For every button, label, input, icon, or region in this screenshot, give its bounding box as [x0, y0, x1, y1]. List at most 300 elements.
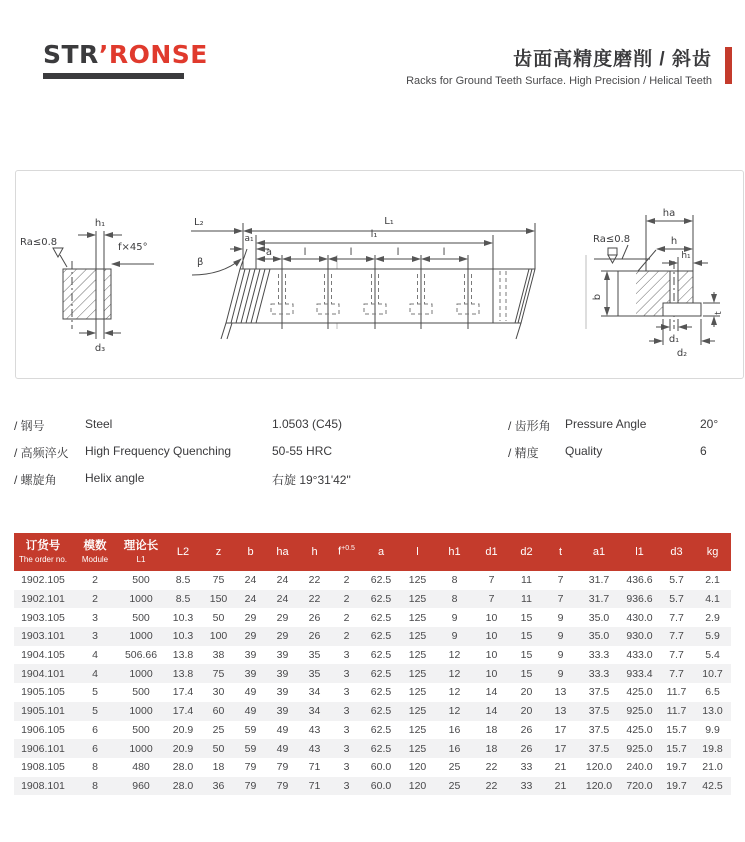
table-cell: 17.4 — [172, 705, 194, 718]
table-cell: 15 — [520, 649, 533, 662]
table-cell: 10 — [485, 649, 498, 662]
table-cell: 62.5 — [370, 630, 392, 643]
spec-pressure-angle-value: 20° — [700, 417, 719, 431]
table-cell: 120 — [408, 761, 427, 774]
column-header: z — [202, 533, 235, 571]
table-cell: 9 — [557, 611, 564, 624]
table-cell: 500 — [132, 611, 150, 624]
table-cell: 2 — [343, 630, 350, 643]
table-cell: 6 — [92, 742, 98, 755]
logo-apostrophe: ’ — [98, 40, 109, 69]
column-header: 订货号 The order no. — [14, 533, 72, 571]
table-cell: 15 — [520, 667, 533, 680]
table-cell: 71 — [308, 779, 321, 792]
table-cell: 1908.101 — [21, 779, 65, 792]
table-cell: 11.7 — [666, 686, 687, 699]
table-cell: 30 — [212, 686, 225, 699]
table-cell: 8.5 — [175, 593, 191, 606]
label-d2: d₂ — [676, 348, 688, 359]
table-cell: 3 — [343, 686, 350, 699]
table-cell: 2 — [343, 611, 350, 624]
spec-pressure-angle-en: Pressure Angle — [565, 417, 647, 431]
table-cell: 425.0 — [626, 723, 653, 736]
table-cell: 39 — [276, 686, 289, 699]
table-cell: 29 — [276, 630, 289, 643]
spec-helix-value: 右旋 19°31'42" — [272, 473, 351, 487]
logo-underline-bar — [43, 73, 184, 79]
table-cell: 26 — [520, 723, 533, 736]
label-ra-left: Ra≤0.8 — [20, 237, 58, 248]
table-cell: 62.5 — [370, 611, 392, 624]
table-row — [14, 777, 731, 796]
table-cell: 25 — [212, 723, 225, 736]
table-cell: 14 — [485, 686, 498, 699]
table-cell: 33 — [520, 779, 533, 792]
column-header: l — [399, 533, 436, 571]
title-accent-bar — [725, 47, 732, 84]
table-cell: 500 — [132, 574, 150, 587]
table-cell: 24 — [244, 593, 257, 606]
table-cell: 6.5 — [705, 686, 720, 699]
table-cell: 1000 — [129, 667, 153, 680]
table-row — [14, 590, 731, 609]
table-cell: 39 — [276, 705, 289, 718]
column-header: b — [235, 533, 266, 571]
table-cell: 39 — [276, 667, 289, 680]
table-cell: 7.7 — [669, 667, 684, 680]
table-row — [14, 702, 731, 721]
table-cell: 17.4 — [172, 686, 194, 699]
table-cell: 49 — [276, 742, 289, 755]
table-cell: 35 — [308, 649, 321, 662]
label-a1: a₁ — [244, 234, 254, 244]
table-cell: 125 — [408, 742, 427, 755]
column-header: kg — [694, 533, 731, 571]
table-cell: 71 — [308, 761, 321, 774]
label-l-4: l — [442, 247, 446, 258]
label-f45: f×45° — [118, 242, 148, 253]
table-row — [14, 683, 731, 702]
table-cell: 35.0 — [588, 611, 610, 624]
table-cell: 500 — [132, 723, 150, 736]
column-header: h — [299, 533, 330, 571]
table-cell: 8 — [92, 779, 98, 792]
table-cell: 12 — [448, 705, 461, 718]
table-cell: 120 — [408, 779, 427, 792]
table-cell: 37.5 — [588, 742, 610, 755]
table-cell: 75 — [212, 574, 225, 587]
table-cell: 125 — [408, 686, 427, 699]
table-cell: 240.0 — [626, 761, 653, 774]
table-cell: 22 — [485, 761, 498, 774]
label-h: h — [670, 236, 678, 247]
table-cell: 19.8 — [702, 742, 723, 755]
table-cell: 15 — [520, 630, 533, 643]
table-cell: 506.66 — [124, 649, 158, 662]
table-cell: 9 — [451, 630, 458, 643]
table-cell: 125 — [408, 649, 427, 662]
table-cell: 1902.105 — [21, 574, 65, 587]
column-header: d3 — [659, 533, 694, 571]
table-row — [14, 608, 731, 627]
label-b: b — [592, 293, 603, 301]
table-cell: 26 — [308, 611, 321, 624]
table-cell: 37.5 — [588, 705, 610, 718]
table-cell: 960 — [132, 779, 150, 792]
table-cell: 2.9 — [705, 611, 720, 624]
table-cell: 12 — [448, 686, 461, 699]
label-l-2: l — [349, 247, 353, 258]
table-cell: 8 — [451, 574, 458, 587]
table-body — [14, 571, 731, 795]
table-cell: 3 — [92, 611, 98, 624]
spec-quality-value: 6 — [700, 444, 707, 458]
column-header: L2 — [164, 533, 202, 571]
spec-quality-en: Quality — [565, 444, 603, 458]
table-cell: 15.7 — [666, 742, 687, 755]
table-cell: 1000 — [129, 593, 153, 606]
spec-steel-value: 1.0503 (C45) — [272, 417, 343, 431]
table-cell: 43 — [308, 723, 321, 736]
column-header: d2 — [510, 533, 543, 571]
technical-drawing — [16, 171, 743, 378]
column-header: d1 — [473, 533, 510, 571]
label-d3: d₃ — [94, 343, 106, 354]
table-cell: 7 — [557, 574, 564, 587]
table-cell: 8 — [451, 593, 458, 606]
table-cell: 120.0 — [585, 779, 613, 792]
table-cell: 62.5 — [370, 723, 392, 736]
table-cell: 75 — [212, 667, 225, 680]
table-row — [14, 739, 731, 758]
table-cell: 6 — [92, 723, 98, 736]
spec-steel-en: Steel — [85, 417, 113, 431]
table-cell: 42.5 — [702, 779, 723, 792]
table-cell: 5.4 — [705, 649, 720, 662]
table-cell: 17 — [554, 723, 567, 736]
spec-quenching-cn: / 高频淬火 — [14, 446, 69, 460]
table-cell: 37.5 — [588, 723, 610, 736]
spec-quality-cn: / 精度 — [508, 446, 539, 460]
spec-row-1 — [14, 417, 731, 433]
table-cell: 22 — [485, 779, 498, 792]
table-cell: 150 — [209, 593, 228, 606]
table-cell: 19.7 — [666, 779, 687, 792]
table-cell: 120.0 — [585, 761, 613, 774]
table-cell: 15 — [520, 611, 533, 624]
table-cell: 1903.101 — [21, 630, 65, 643]
table-cell: 5.7 — [669, 574, 684, 587]
table-cell: 9.9 — [705, 723, 720, 736]
spec-quenching-en: High Frequency Quenching — [85, 444, 232, 458]
logo-text-str: STR — [43, 40, 99, 69]
table-cell: 1904.101 — [21, 667, 65, 680]
table-cell: 7 — [557, 593, 564, 606]
label-h1-right: h₁ — [681, 251, 691, 261]
table-row — [14, 646, 731, 665]
table-row — [14, 627, 731, 646]
table-cell: 24 — [244, 574, 257, 587]
table-cell: 15.7 — [666, 723, 687, 736]
table-cell: 720.0 — [626, 779, 653, 792]
table-cell: 12 — [448, 649, 461, 662]
spec-helix-en: Helix angle — [85, 471, 145, 485]
table-cell: 79 — [276, 761, 289, 774]
table-row — [14, 571, 731, 590]
table-cell: 62.5 — [370, 574, 392, 587]
table-cell: 36 — [212, 779, 225, 792]
table-cell: 925.0 — [626, 705, 653, 718]
table-cell: 1904.105 — [21, 649, 65, 662]
table-cell: 7 — [488, 574, 495, 587]
table-cell: 500 — [132, 686, 150, 699]
table-cell: 7.7 — [669, 611, 684, 624]
table-cell: 39 — [244, 667, 257, 680]
spec-quenching-value: 50-55 HRC — [272, 444, 333, 458]
table-cell: 10.3 — [172, 611, 194, 624]
table-cell: 18 — [485, 723, 498, 736]
table-cell: 10.7 — [702, 667, 723, 680]
table-cell: 20.9 — [172, 742, 194, 755]
table-cell: 16 — [448, 723, 461, 736]
table-cell: 16 — [448, 742, 461, 755]
table-cell: 13.8 — [172, 667, 194, 680]
page-title-cn: 齿面高精度磨削 / 斜齿 — [513, 49, 712, 70]
column-header: $f^{+0.5}$ — [330, 533, 363, 571]
table-cell: 1905.105 — [21, 686, 65, 699]
table-cell: 24 — [276, 574, 289, 587]
table-cell: 39 — [276, 649, 289, 662]
label-a: a — [265, 247, 273, 258]
table-cell: 29 — [244, 611, 257, 624]
spec-row-2 — [14, 444, 731, 460]
table-row — [14, 721, 731, 740]
spec-pressure-angle-cn: / 齿形角 — [508, 419, 551, 433]
label-d1: d₁ — [668, 334, 680, 345]
column-header: t — [543, 533, 578, 571]
drawing-middle-section — [191, 223, 535, 339]
table-cell: 13.8 — [172, 649, 194, 662]
table-cell: 1908.105 — [21, 761, 65, 774]
table-cell: 925.0 — [626, 742, 653, 755]
table-cell: 10 — [485, 630, 498, 643]
table-cell: 2 — [343, 574, 350, 587]
table-cell: 33.3 — [588, 649, 610, 662]
table-row — [14, 664, 731, 683]
table-cell: 19.7 — [666, 761, 687, 774]
table-cell: 125 — [408, 611, 427, 624]
table-cell: 125 — [408, 705, 427, 718]
table-cell: 49 — [244, 686, 257, 699]
table-cell: 34 — [308, 686, 321, 699]
table-cell: 35 — [308, 667, 321, 680]
table-cell: 60.0 — [370, 779, 392, 792]
table-cell: 125 — [408, 574, 427, 587]
table-cell: 125 — [408, 593, 427, 606]
table-cell: 33 — [520, 761, 533, 774]
table-cell: 1000 — [129, 630, 153, 643]
table-cell: 79 — [244, 761, 257, 774]
spec-row-3 — [14, 471, 731, 487]
table-cell: 3 — [343, 667, 350, 680]
page-title-en: Racks for Ground Teeth Surface. High Precision / Helical Teeth — [406, 75, 712, 87]
table-cell: 25 — [448, 779, 461, 792]
table-cell: 18 — [485, 742, 498, 755]
table-cell: 936.6 — [626, 593, 653, 606]
table-cell: 62.5 — [370, 649, 392, 662]
table-cell: 28.0 — [172, 761, 194, 774]
table-cell: 24 — [276, 593, 289, 606]
table-cell: 3 — [343, 761, 350, 774]
label-l-3: l — [396, 247, 400, 258]
label-L1: L₁ — [384, 216, 394, 227]
table-cell: 38 — [212, 649, 225, 662]
table-cell: 37.5 — [588, 686, 610, 699]
table-cell: 7 — [488, 593, 495, 606]
page-title-block — [406, 44, 712, 87]
table-cell: 5.9 — [705, 630, 720, 643]
table-cell: 79 — [244, 779, 257, 792]
technical-drawing-panel — [15, 170, 744, 379]
table-cell: 2.1 — [705, 574, 720, 587]
table-cell: 3 — [343, 705, 350, 718]
logo-text-ronse: RONSE — [108, 40, 208, 69]
brand-logo — [43, 42, 208, 67]
table-cell: 8.5 — [175, 574, 191, 587]
table-cell: 49 — [276, 723, 289, 736]
table-head — [14, 533, 731, 571]
table-cell: 3 — [343, 742, 350, 755]
table-cell: 930.0 — [626, 630, 653, 643]
table-row — [14, 758, 731, 777]
table-cell: 50 — [212, 742, 225, 755]
table-cell: 4 — [92, 667, 98, 680]
table-cell: 430.0 — [626, 611, 653, 624]
table-cell: 425.0 — [626, 686, 653, 699]
column-header: ha — [266, 533, 299, 571]
table-cell: 10 — [485, 667, 498, 680]
table-cell: 62.5 — [370, 686, 392, 699]
table-cell: 50 — [212, 611, 225, 624]
table-cell: 13.0 — [702, 705, 723, 718]
table-cell: 1902.101 — [21, 593, 65, 606]
table-cell: 18 — [212, 761, 225, 774]
label-h1-left: h₁ — [94, 218, 106, 229]
table-cell: 125 — [408, 630, 427, 643]
label-t: t — [714, 311, 724, 315]
table-cell: 22 — [308, 574, 321, 587]
table-cell: 2 — [343, 593, 350, 606]
racks-data-table — [14, 533, 731, 795]
column-header: a1 — [578, 533, 620, 571]
table-cell: 5 — [92, 686, 98, 699]
table-cell: 1906.101 — [21, 742, 65, 755]
table-cell: 29 — [244, 630, 257, 643]
table-cell: 3 — [92, 630, 98, 643]
table-cell: 20 — [520, 705, 533, 718]
column-header: a — [363, 533, 399, 571]
table-cell: 35.0 — [588, 630, 610, 643]
table-cell: 20.9 — [172, 723, 194, 736]
table-cell: 20 — [520, 686, 533, 699]
table-cell: 1906.105 — [21, 723, 65, 736]
table-cell: 125 — [408, 723, 427, 736]
table-cell: 9 — [557, 667, 564, 680]
table-cell: 1903.105 — [21, 611, 65, 624]
table-cell: 3 — [343, 779, 350, 792]
table-cell: 9 — [557, 630, 564, 643]
table-cell: 60 — [212, 705, 225, 718]
label-ha: ha — [662, 208, 676, 219]
table-cell: 21.0 — [702, 761, 723, 774]
table-cell: 39 — [244, 649, 257, 662]
table-cell: 11 — [521, 574, 532, 587]
table-cell: 100 — [209, 630, 228, 643]
table-cell: 21 — [554, 779, 567, 792]
table-cell: 29 — [276, 611, 289, 624]
table-header-row — [14, 533, 731, 571]
table-cell: 933.4 — [626, 667, 653, 680]
table-cell: 9 — [451, 611, 458, 624]
table-cell: 436.6 — [626, 574, 653, 587]
label-l-1: l — [303, 247, 307, 258]
table-cell: 10 — [485, 611, 498, 624]
column-header: h1 — [436, 533, 473, 571]
table-cell: 7.7 — [669, 649, 684, 662]
spec-helix-cn: / 螺旋角 — [14, 473, 57, 487]
table-cell: 59 — [244, 723, 257, 736]
table-cell: 4 — [92, 649, 98, 662]
table-cell: 62.5 — [370, 705, 392, 718]
table-cell: 1905.101 — [21, 705, 65, 718]
table-cell: 49 — [244, 705, 257, 718]
table-cell: 62.5 — [370, 742, 392, 755]
column-header: 模数 Module — [72, 533, 118, 571]
table-cell: 60.0 — [370, 761, 392, 774]
table-cell: 22 — [308, 593, 321, 606]
table-cell: 3 — [343, 649, 350, 662]
table-cell: 5.7 — [669, 593, 684, 606]
label-L2: L₂ — [194, 217, 204, 228]
table-cell: 9 — [557, 649, 564, 662]
table-cell: 10.3 — [172, 630, 194, 643]
table-cell: 3 — [343, 723, 350, 736]
table-cell: 26 — [520, 742, 533, 755]
label-beta: β — [197, 257, 204, 268]
table-cell: 34 — [308, 705, 321, 718]
column-header: 理论长 L1 — [118, 533, 164, 571]
column-header: l1 — [620, 533, 659, 571]
table-cell: 125 — [408, 667, 427, 680]
table-cell: 31.7 — [588, 593, 610, 606]
table-cell: 8 — [92, 761, 98, 774]
table-cell: 7.7 — [669, 630, 684, 643]
table-cell: 59 — [244, 742, 257, 755]
table-cell: 28.0 — [172, 779, 194, 792]
table-cell: 480 — [132, 761, 150, 774]
table-cell: 11.7 — [666, 705, 687, 718]
table-cell: 1000 — [129, 705, 153, 718]
table-cell: 26 — [308, 630, 321, 643]
table-cell: 13 — [554, 686, 567, 699]
table-cell: 12 — [448, 667, 461, 680]
table-cell: 62.5 — [370, 667, 392, 680]
table-cell: 11 — [521, 593, 532, 606]
table-cell: 1000 — [129, 742, 153, 755]
spec-steel-cn: / 钢号 — [14, 419, 45, 433]
table-cell: 33.3 — [588, 667, 610, 680]
table-cell: 2 — [92, 593, 98, 606]
